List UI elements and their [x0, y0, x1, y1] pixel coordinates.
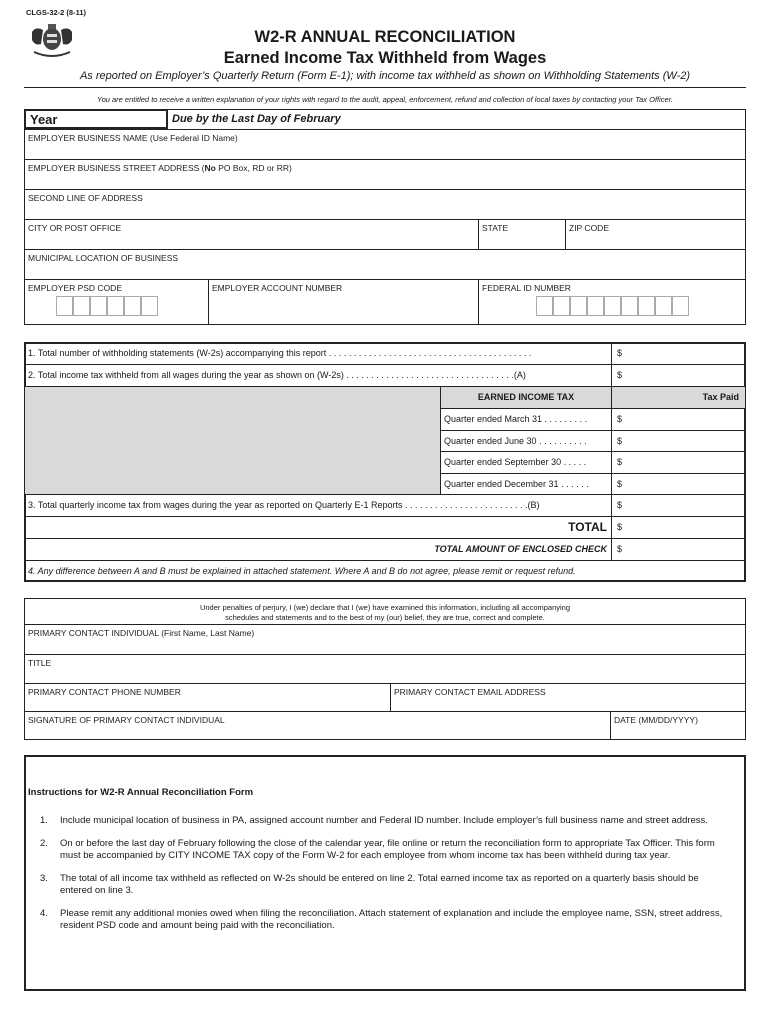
psd-digit-box[interactable]: [107, 296, 124, 316]
rule: [24, 560, 746, 561]
fein-digit-box[interactable]: [638, 296, 655, 316]
quarter-dollar: $: [617, 457, 623, 467]
state-field[interactable]: [478, 219, 565, 249]
state-label: STATE: [482, 223, 509, 233]
form-title: W2-R ANNUAL RECONCILIATION: [254, 28, 516, 46]
zip-label: ZIP CODE: [569, 223, 609, 233]
signature-label: SIGNATURE OF PRIMARY CONTACT INDIVIDUAL: [28, 715, 225, 725]
line-3-dollar: $: [617, 500, 623, 510]
shaded-area: [25, 387, 440, 494]
perjury-statement-1: Under penalties of perjury, I (we) declare that I (we) have examined this information, including all accompanying: [199, 603, 571, 612]
instructions-list: [28, 815, 728, 943]
second-line-field[interactable]: [24, 189, 746, 219]
instructions-heading: Instructions for W2-R Annual Reconciliation Form: [28, 787, 254, 798]
tax-paid-header: Tax Paid: [612, 387, 745, 408]
psd-code-label: EMPLOYER PSD CODE: [28, 283, 122, 293]
enclosed-dollar: $: [617, 544, 623, 554]
email-label: PRIMARY CONTACT EMAIL ADDRESS: [394, 687, 546, 697]
fein-digit-box[interactable]: [536, 296, 553, 316]
city-field[interactable]: [24, 219, 478, 249]
federal-id-field: [478, 279, 746, 325]
rights-notice: You are entitled to receive a written explanation of your rights with regard to the audit, appeal, enforcement, refund and collection of local taxes by contacting your Tax Officer.: [96, 95, 674, 104]
fein-digit-box[interactable]: [604, 296, 621, 316]
city-label: CITY OR POST OFFICE: [28, 223, 122, 233]
psd-code-field: [24, 279, 208, 325]
date-label: DATE (MM/DD/YYYY): [614, 715, 698, 725]
psd-digit-box[interactable]: [124, 296, 141, 316]
quarter-label: Quarter ended September 30 . . . . .: [444, 457, 587, 467]
quarter-2-amount-field[interactable]: [626, 431, 744, 451]
line-3-amount-field[interactable]: [626, 495, 744, 515]
enclosed-check-amount-field[interactable]: [626, 539, 744, 559]
psd-digit-box[interactable]: [73, 296, 90, 316]
business-name-label: EMPLOYER BUSINESS NAME (Use Federal ID Name): [28, 133, 238, 143]
street-address-label: EMPLOYER BUSINESS STREET ADDRESS (No PO Box, RD or RR): [28, 163, 292, 173]
account-number-field[interactable]: [208, 279, 478, 325]
fein-digit-box[interactable]: [621, 296, 638, 316]
email-field[interactable]: [390, 683, 746, 711]
contact-name-label: PRIMARY CONTACT INDIVIDUAL (First Name, Last Name): [28, 628, 255, 638]
psd-digit-box[interactable]: [56, 296, 73, 316]
year-field[interactable]: [24, 109, 168, 129]
instruction-item: 3. The total of all income tax withheld as reflected on W-2s should be entered on line 2. Total earned income tax as reported on a quarterly basis should be entered on line 3.: [40, 873, 699, 896]
phone-field[interactable]: [24, 683, 390, 711]
psd-digit-box[interactable]: [90, 296, 107, 316]
phone-label: PRIMARY CONTACT PHONE NUMBER: [28, 687, 181, 697]
account-number-label: EMPLOYER ACCOUNT NUMBER: [212, 283, 343, 293]
line-1-dollar: $: [617, 348, 623, 358]
instruction-item: 1. Include municipal location of business in PA, assigned account number and Federal ID number. Include employer’s full business name and street address.: [40, 815, 708, 826]
form-code: CLGS-32-2 (8-11): [26, 8, 87, 17]
fein-digit-box[interactable]: [655, 296, 672, 316]
form-description: As reported on Employer’s Quarterly Return (Form E-1); with income tax withheld as shown on Withholding Statements (W-2): [79, 70, 691, 82]
fein-digit-box[interactable]: [587, 296, 604, 316]
quarter-label: Quarter ended March 31 . . . . . . . . .: [444, 414, 588, 424]
contact-name-field[interactable]: [24, 624, 746, 654]
quarter-label: Quarter ended June 30 . . . . . . . . . .: [444, 436, 587, 446]
line-4-note: 4. Any difference between A and B must be explained in attached statement. Where A and B do not agree, please remit or request refund.: [28, 566, 576, 576]
fein-digit-box[interactable]: [570, 296, 587, 316]
signature-field[interactable]: [24, 711, 610, 740]
line-2-amount-field[interactable]: [626, 365, 744, 385]
due-label: Due by the Last Day of February: [172, 113, 341, 125]
fein-digit-box[interactable]: [553, 296, 570, 316]
fein-digit-box[interactable]: [672, 296, 689, 316]
line-1-text: 1. Total number of withholding statements (W-2s) accompanying this report . . . . . . . . . . . . . . . . . . . . . . . . . . . . . . . . . . . . . . . . .: [28, 348, 532, 358]
federal-id-label: FEDERAL ID NUMBER: [482, 283, 571, 293]
line-2-text: 2. Total income tax withheld from all wages during the year as shown on (W-2s) . . . . . . . . . . . . . . . . . . . . . . . . . . . . . . . . . .(A): [28, 370, 526, 380]
year-label: Year: [30, 112, 58, 127]
quarter-4-amount-field[interactable]: [626, 474, 744, 494]
instruction-item: 2. On or before the last day of February following the close of the calendar year, file online or return the reconciliation form to appropriate Tax Officer. This form must be accompanied by CITY INCOME TAX copy of the Form W-2 for each employee from whom income tax has been withheld during tax year.: [40, 838, 715, 861]
eit-header: EARNED INCOME TAX: [441, 387, 611, 408]
quarter-dollar: $: [617, 479, 623, 489]
zip-field[interactable]: [565, 219, 746, 249]
quarter-label: Quarter ended December 31 . . . . . .: [444, 479, 589, 489]
quarter-dollar: $: [617, 436, 623, 446]
municipal-field[interactable]: [24, 249, 746, 279]
street-address-field[interactable]: [24, 159, 746, 189]
municipal-label: MUNICIPAL LOCATION OF BUSINESS: [28, 253, 179, 263]
total-amount-field[interactable]: [626, 517, 744, 537]
enclosed-check-label: TOTAL AMOUNT OF ENCLOSED CHECK: [434, 544, 607, 554]
instruction-item: 4. Please remit any additional monies owed when filing the reconciliation. Attach statement of explanation and include the employee name, SSN, street address, resident PSD code and amount being paid with the reconciliation.: [40, 908, 723, 931]
title-field[interactable]: [24, 654, 746, 683]
form-subtitle: Earned Income Tax Withheld from Wages: [223, 49, 547, 67]
line-3-text: 3. Total quarterly income tax from wages during the year as reported on Quarterly E-1 Reports . . . . . . . . . . . . . . . . . . . . . . . . .(B): [28, 500, 540, 510]
psd-digit-box[interactable]: [141, 296, 158, 316]
quarter-1-amount-field[interactable]: [626, 409, 744, 429]
business-name-field[interactable]: [24, 129, 746, 159]
header-rule: [24, 87, 746, 88]
line-1-amount-field[interactable]: [626, 343, 744, 363]
line-2-dollar: $: [617, 370, 623, 380]
title-label: TITLE: [28, 658, 52, 668]
quarter-dollar: $: [617, 414, 623, 424]
date-field[interactable]: [610, 711, 746, 740]
total-dollar: $: [617, 522, 623, 532]
second-line-label: SECOND LINE OF ADDRESS: [28, 193, 143, 203]
quarter-3-amount-field[interactable]: [626, 452, 744, 472]
perjury-statement-2: schedules and statements and to the best of my (our) belief, they are true, correct and complete.: [225, 613, 545, 622]
total-label: TOTAL: [568, 520, 607, 534]
